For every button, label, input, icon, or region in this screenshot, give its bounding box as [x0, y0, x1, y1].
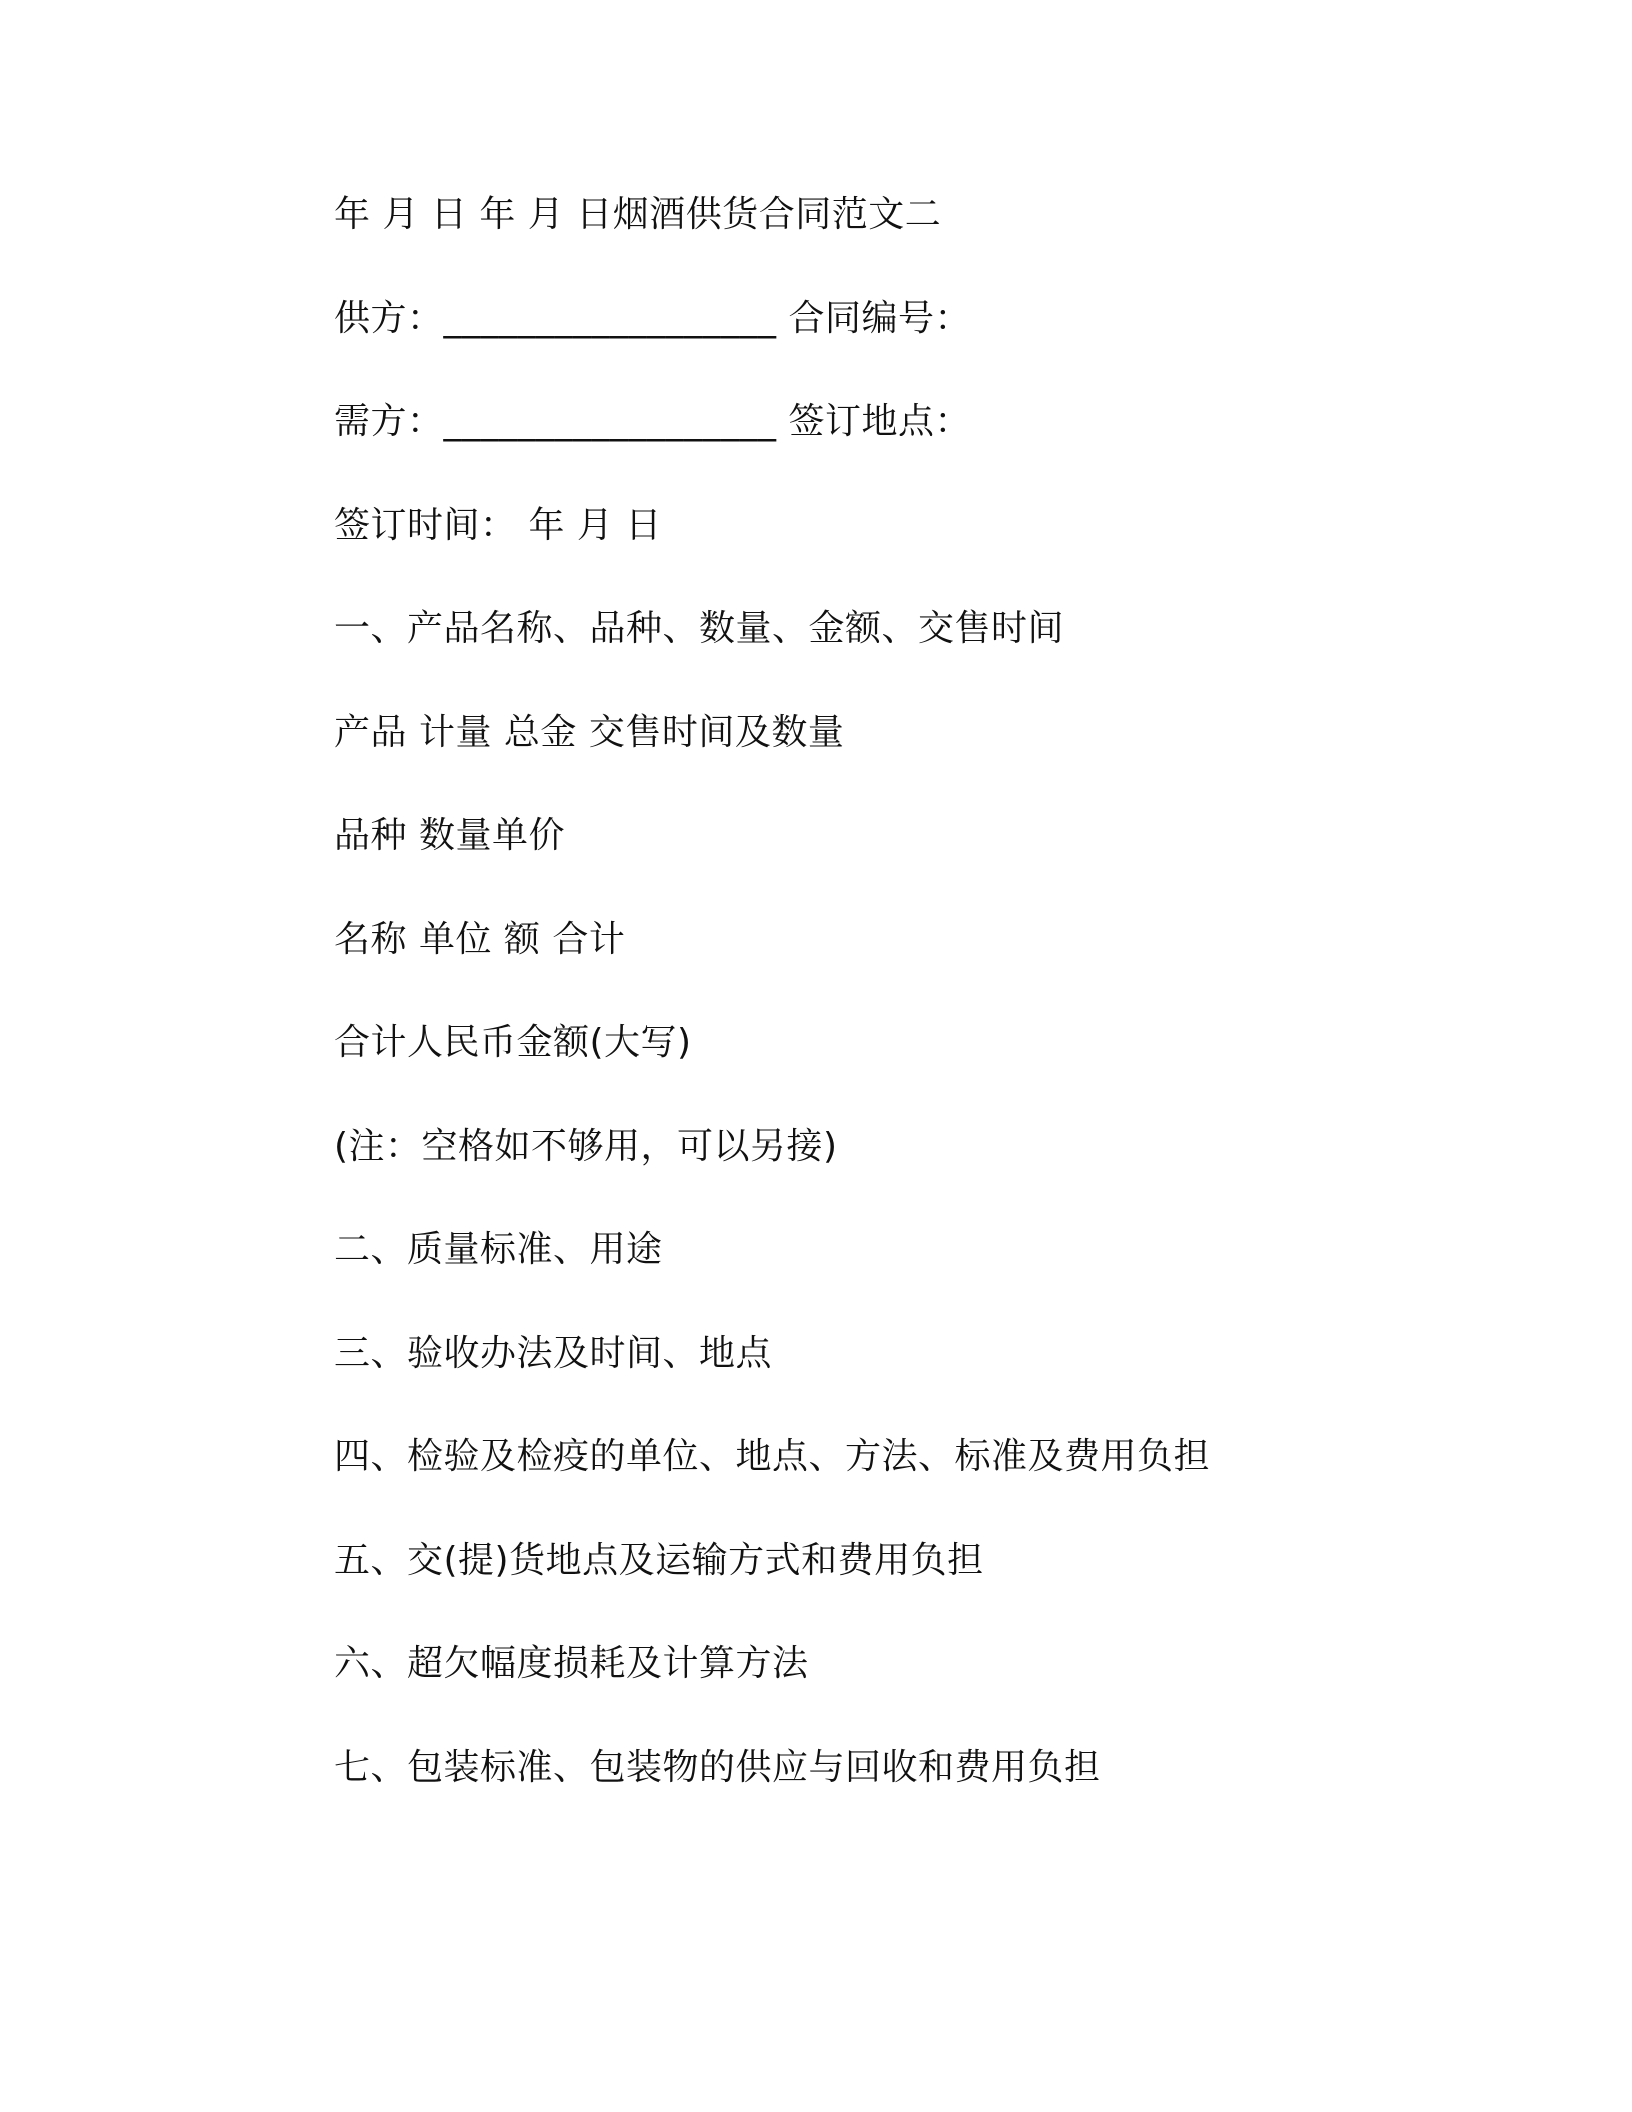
section-5-heading: 五、交(提)货地点及运输方式和费用负担	[334, 1539, 984, 1581]
section-1-heading: 一、产品名称、品种、数量、金额、交售时间	[334, 608, 1065, 649]
supplier-line: 供方：__________________ 合同编号：	[334, 297, 971, 339]
table-header-row-3: 名称 单位 额 合计	[334, 918, 626, 960]
doc-title-line: 年 月 日 年 月 日烟酒供货合同范文二	[334, 194, 942, 235]
total-amount-line: 合计人民币金额(大写)	[334, 1022, 692, 1063]
table-header-row-1: 产品 计量 总金 交售时间及数量	[334, 711, 845, 753]
document-body	[334, 185, 1494, 1841]
section-3-heading: 三、验收办法及时间、地点	[334, 1332, 773, 1374]
section-4-heading: 四、检验及检疫的单位、地点、方法、标准及费用负担	[334, 1436, 1211, 1477]
table-header-row-2: 品种 数量单价	[334, 815, 565, 856]
buyer-line: 需方：__________________ 签订地点：	[334, 401, 971, 442]
section-7-heading: 七、包装标准、包装物的供应与回收和费用负担	[334, 1746, 1101, 1788]
section-2-heading: 二、质量标准、用途	[334, 1229, 663, 1270]
note-line: (注：空格如不够用，可以另接)	[334, 1125, 838, 1167]
section-6-heading: 六、超欠幅度损耗及计算方法	[334, 1643, 809, 1684]
signing-date-line: 签订时间： 年 月 日	[334, 504, 662, 546]
